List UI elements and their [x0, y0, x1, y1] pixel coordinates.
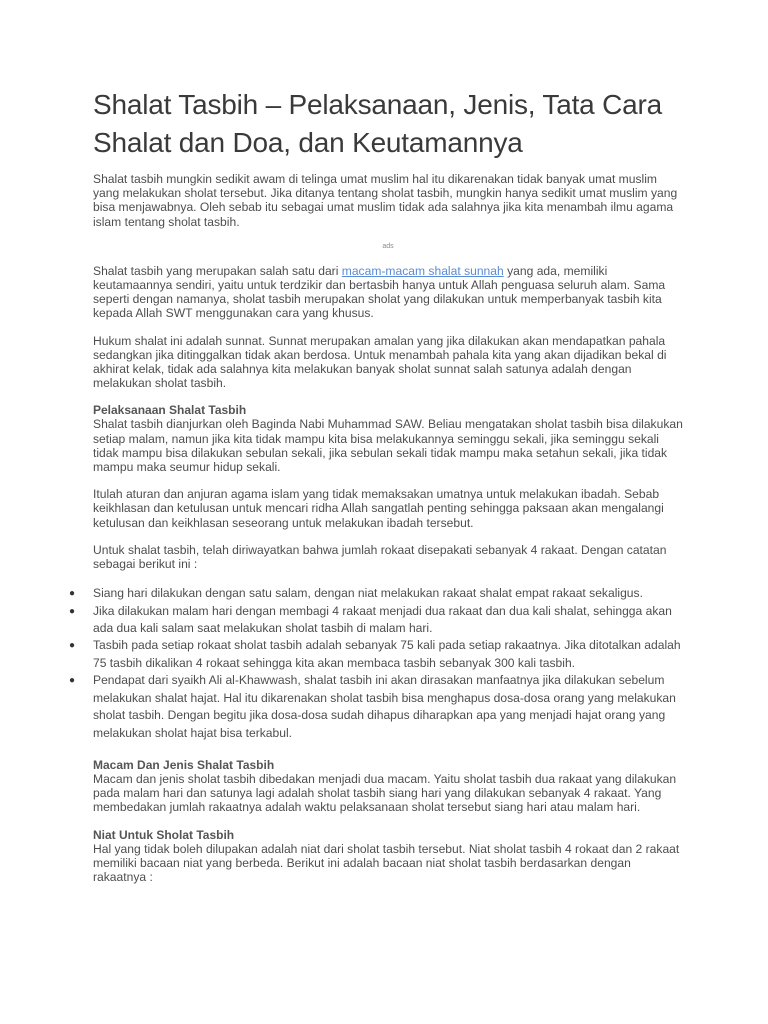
article-title: Shalat Tasbih – Pelaksanaan, Jenis, Tata Cara Shalat dan Doa, dan Keutamannya: [93, 89, 663, 158]
list-item-text: Pendapat dari syaikh Ali al-Khawwash, shalat tasbih ini akan dirasakan manfaatnya jika dilakukan sebelum melakukan shalat hajat. Hal itu dikarenakan sholat tasbih bisa menghapus dosa-dosa orang yang melakukan sholat tasbih. Dengan begitu jika dosa-dosa sudah dihapus diharapkan apa yang menjadi hajat orang yang melakukan sholat hajat bisa terkabul.: [93, 673, 676, 740]
ads-label: ads: [382, 242, 394, 250]
list-item-text: Jika dilakukan malam hari dengan membagi 4 rakaat menjadi dua rakaat dan dua kali shalat, sehingga akan ada dua kali salam saat melakukan sholat tasbih di malam hari.: [93, 603, 672, 636]
paragraph-aturan: Itulah aturan dan anjuran agama islam yang tidak memaksakan umatnya untuk melakukan ibadah. Sebab keikhlasan dan ketulusan untuk mencari ridha Allah sangatlah penting sehingga paksaan akan mengalangi ketulusan dan keikhlasan seseorang untuk melakukan ibadah tersebut.: [93, 487, 664, 530]
paragraph-text-after-link: yang ada, memiliki keutamaannya sendiri, yaitu untuk terdzikir dan bertasbih hanya untuk Allah penguasa seluruh alam. Sama seperti dengan namanya, sholat tasbih merupakan sholat yang dilakukan untuk memperbanyak tasbih kita kepada Allah SWT menggunakan cara yang khusus.: [93, 263, 666, 321]
paragraph-shalat-sunnah: [93, 264, 683, 321]
bullet-icon: ●: [69, 605, 76, 617]
section-heading-pelaksanaan: Pelaksanaan Shalat Tasbih: [93, 403, 247, 418]
paragraph-text-before-link: Shalat tasbih yang merupakan salah satu dari: [93, 263, 342, 278]
section-heading-niat: Niat Untuk Sholat Tasbih: [93, 827, 235, 842]
list-item-text: Tasbih pada setiap rokaat sholat tasbih adalah sebanyak 75 kali pada setiap rakaatnya. Jika ditotalkan adalah 75 tasbih dikalikan 4 rokaat sehingga kita akan membaca tasbih sebanyak 300 kali tasbih.: [93, 638, 681, 670]
section-body-pelaksanaan: Shalat tasbih dianjurkan oleh Baginda Nabi Muhammad SAW. Beliau mengatakan sholat tasbih bisa dilakukan setiap malam, namun jika kita tidak mampu kita bisa melakukannya seminggu sekali, jika seminggu sekali tidak mampu bisa dilakukan sebulan sekali, jika sebulan sekali tidak mampu maka setahun sekali, jika tidak mampu maka seumur hidup sekali.: [93, 417, 683, 475]
list-item: [69, 672, 683, 742]
section-pelaksanaan: [93, 403, 683, 474]
paragraph-rokaat: Untuk shalat tasbih, telah diriwayatkan bahwa jumlah rokaat disepakati sebanyak 4 rakaat. Dengan catatan sebagai berikut ini :: [93, 542, 667, 572]
list-item: [69, 637, 683, 672]
section-macam-jenis: [93, 758, 683, 815]
list-item: [69, 585, 683, 602]
section-body-macam-jenis: Macam dan jenis sholat tasbih dibedakan menjadi dua macam. Yaitu sholat tasbih dua rakaat yang dilakukan pada malam hari dan satunya lagi adalah sholat tasbih siang hari yang dilakukan sebanyak 4 rakaat. Yang membedakan jumlah rakaatnya adalah waktu pelaksanaan sholat tersebut siang hari atau malam hari.: [93, 771, 677, 815]
shalat-sunnah-link[interactable]: macam-macam shalat sunnah: [341, 263, 504, 278]
bullet-icon: ●: [69, 675, 76, 687]
intro-paragraph: Shalat tasbih mungkin sedikit awam di telinga umat muslim hal itu dikarenakan tidak banyak umat muslim yang melakukan sholat tersebut. Jika ditanya tentang sholat tasbih, mungkin hanya sedikit umat muslim yang bisa menjawabnya. Oleh sebab itu sebagai umat muslim tidak ada salahnya jika kita menambah ilmu agama islam tentang sholat tasbih.: [93, 172, 678, 229]
document-page: [69, 86, 683, 897]
bullet-icon: ●: [69, 588, 76, 600]
section-body-niat: Hal yang tidak boleh dilupakan adalah niat dari sholat tasbih tersebut. Niat sholat tasbih 4 rokaat dan 2 rakaat memiliki bacaan niat yang berbeda. Berikut ini adalah bacaan niat sholat tasbih berdasarkan dengan rakaatnya :: [93, 841, 680, 884]
rokaat-notes-list: [69, 585, 683, 742]
list-item-text: Siang hari dilakukan dengan satu salam, dengan niat melakukan rakaat shalat empat rakaat sekaligus.: [93, 586, 643, 601]
paragraph-hukum: Hukum shalat ini adalah sunnat. Sunnat merupakan amalan yang jika dilakukan akan mendapatkan pahala sedangkan jika ditinggalkan tidak akan berdosa. Untuk menambah pahala kita yang akan dijadikan bekal di akhirat kelak, tidak ada salahnya kita melakukan banyak sholat sunnat salah satunya adalah dengan melakukan sholat tasbih.: [93, 333, 667, 391]
section-niat: [93, 828, 683, 885]
list-item: [69, 603, 683, 638]
bullet-icon: ●: [69, 640, 76, 652]
section-heading-macam-jenis: Macam Dan Jenis Shalat Tasbih: [93, 757, 275, 772]
